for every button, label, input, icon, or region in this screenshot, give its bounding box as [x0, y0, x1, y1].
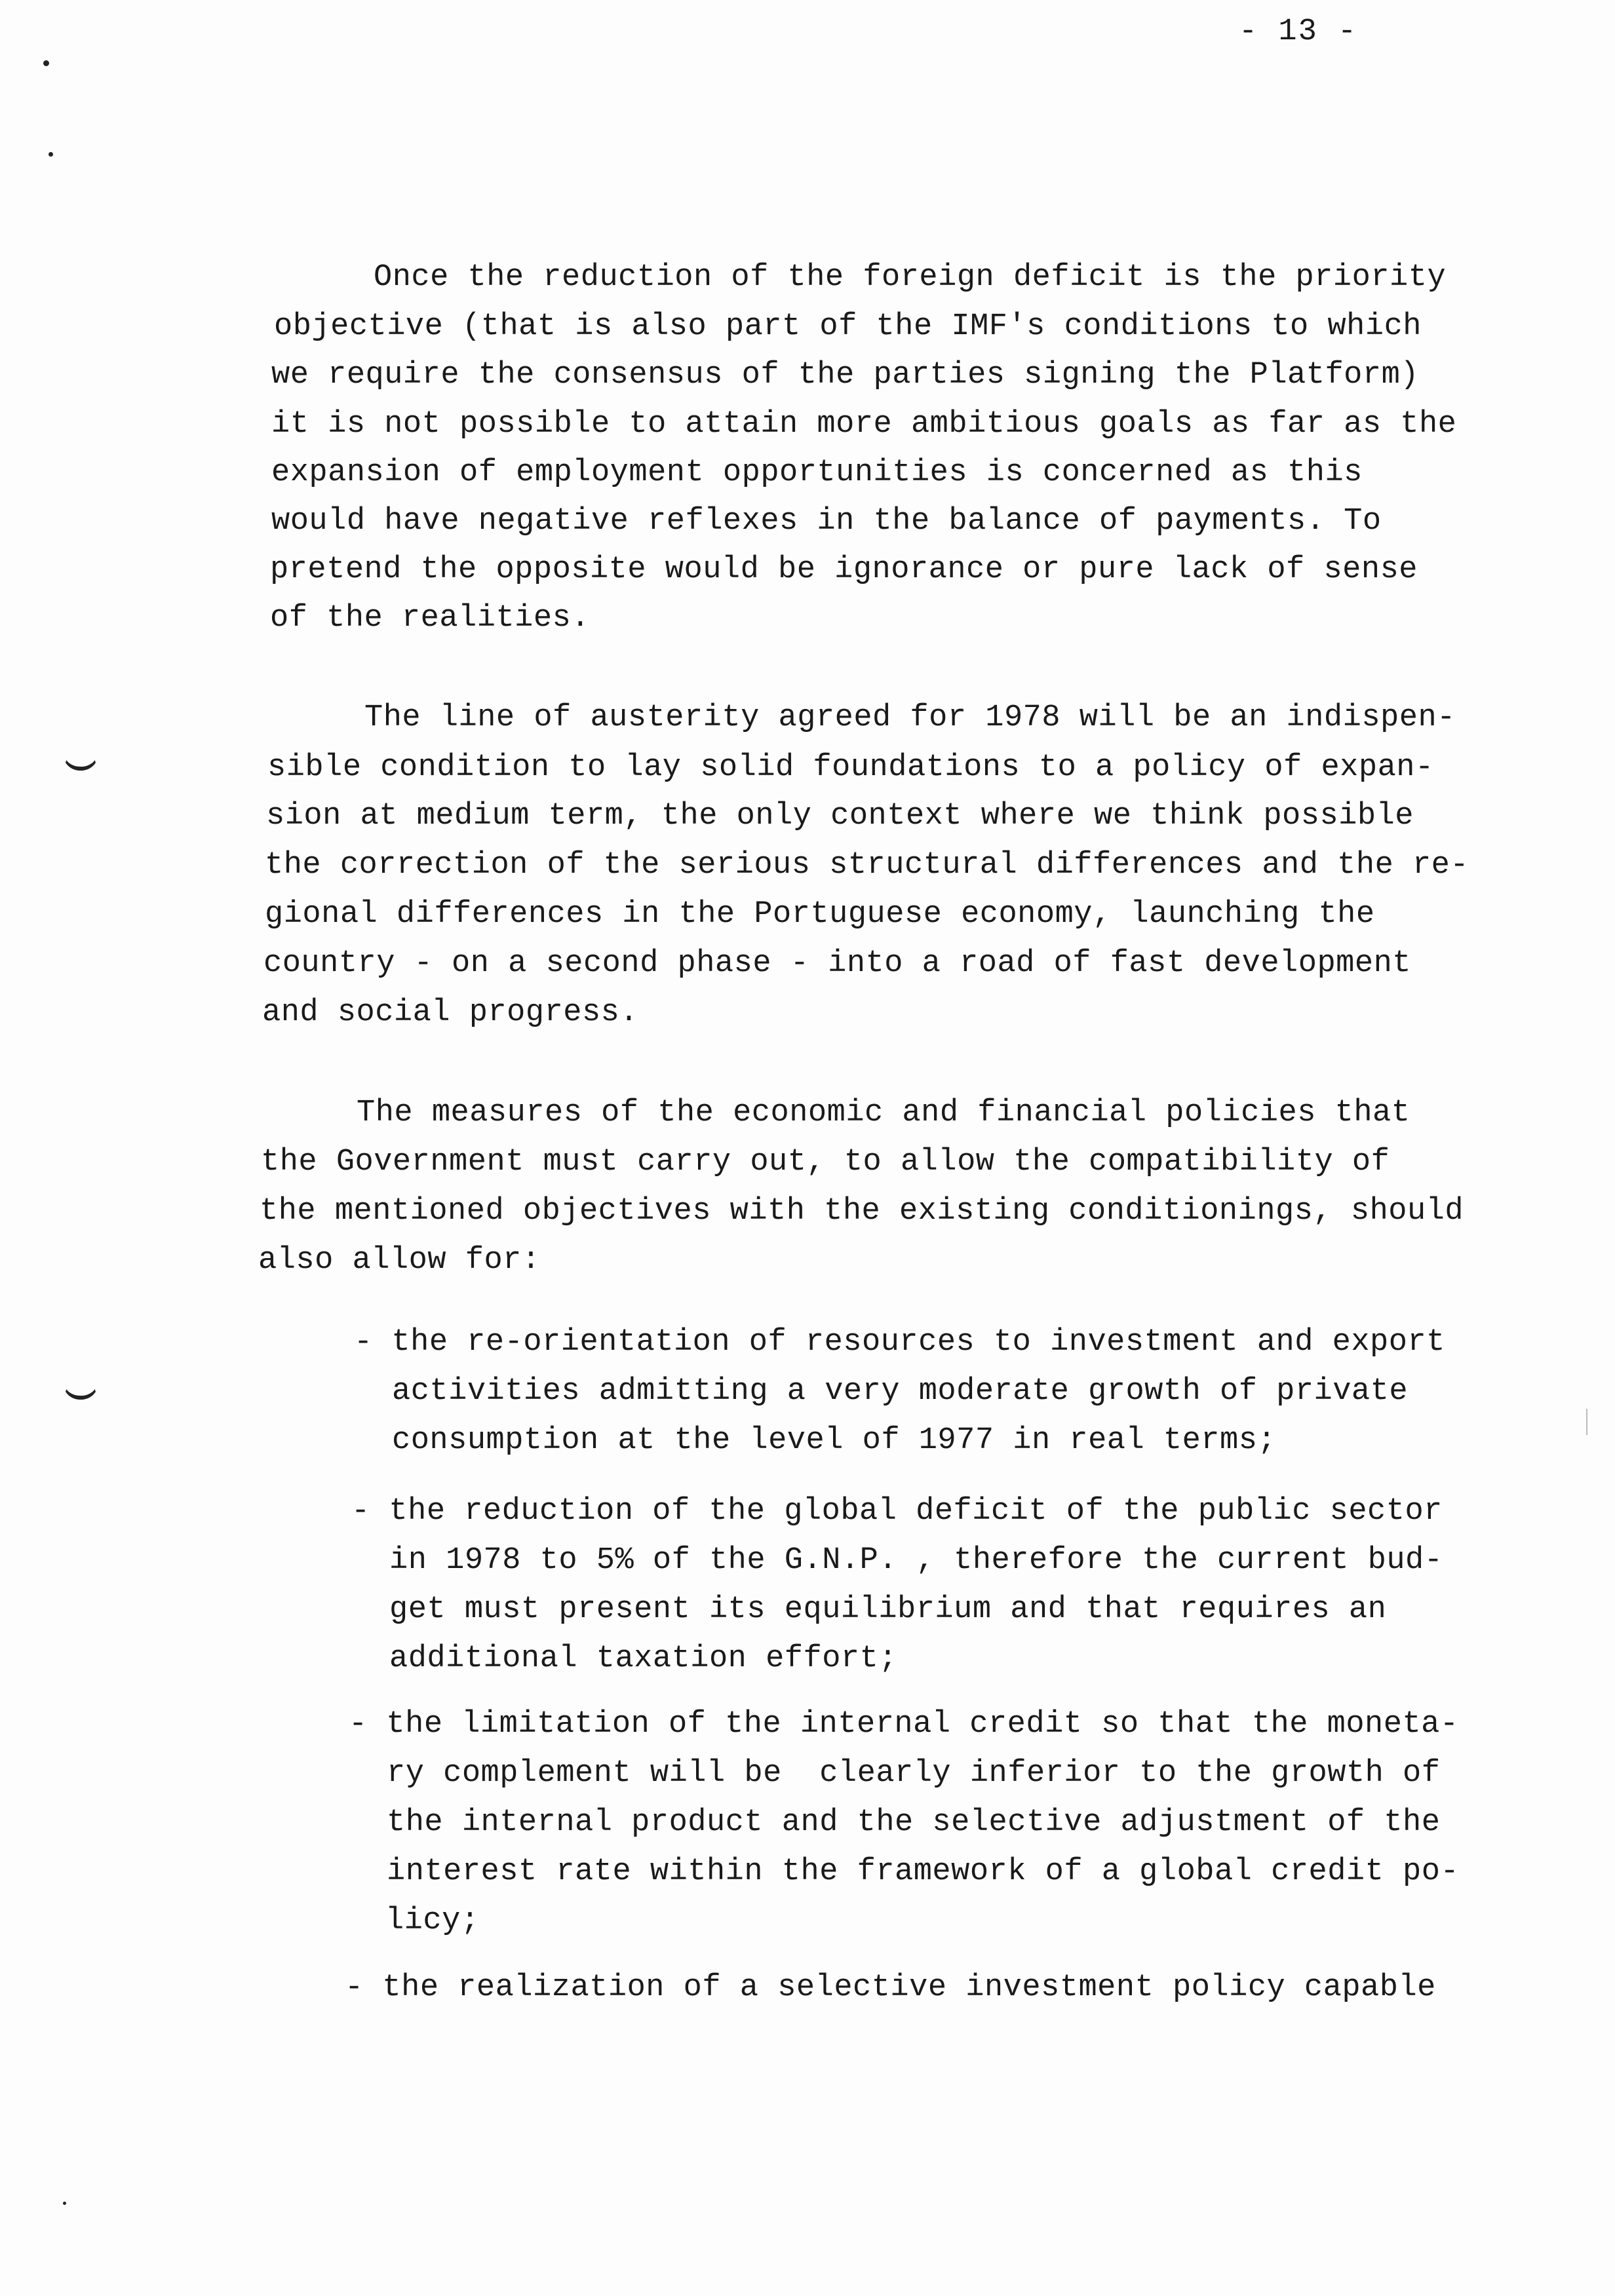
paragraph-2-line: sion at medium term, the only context where we think possible	[266, 799, 1414, 833]
paragraph-1-line: pretend the opposite would be ignorance or pure lack of sense	[270, 552, 1418, 587]
list-item-3-line: licy;	[385, 1904, 480, 1938]
list-item-3-line: the internal product and the selective adjustment of the	[387, 1805, 1441, 1840]
list-item-3-line: interest rate within the framework of a global credit po-	[387, 1854, 1460, 1889]
paragraph-1-line: of the realities.	[270, 601, 590, 636]
paragraph-3-line: The measures of the economic and financial policies that	[357, 1096, 1411, 1130]
scan-dot-mark	[43, 60, 49, 66]
list-item-2-line: get must present its equilibrium and that requires an	[389, 1592, 1387, 1627]
margin-check-mark	[63, 1383, 98, 1400]
paragraph-2-line: sible condition to lay solid foundations to a policy of expan-	[267, 750, 1434, 785]
paragraph-3-line: also allow for:	[258, 1243, 541, 1278]
margin-check-mark	[63, 754, 98, 771]
paragraph-1-line: expansion of employment opportunities is concerned as this	[271, 455, 1363, 490]
scan-artifact	[1586, 1409, 1587, 1435]
paragraph-1-line: Once the reduction of the foreign deficit is the priority	[374, 260, 1447, 295]
paragraph-2-line: the correction of the serious structural differences and the re-	[265, 848, 1469, 883]
list-item-2-line: - the reduction of the global deficit of the public sector	[351, 1494, 1443, 1529]
paragraph-2-line: gional differences in the Portuguese economy, launching the	[265, 897, 1375, 932]
list-item-1-line: - the re-orientation of resources to investment and export	[354, 1325, 1445, 1360]
list-item-3-line: - the limitation of the internal credit so that the moneta-	[349, 1707, 1459, 1742]
scan-dot-mark	[49, 152, 53, 157]
page-number: - 13 -	[1239, 14, 1358, 49]
paragraph-2-line: The line of austerity agreed for 1978 will be an indispen-	[364, 700, 1456, 735]
list-item-3-line: ry complement will be clearly inferior to the growth of	[387, 1756, 1441, 1791]
paragraph-1-line: it is not possible to attain more ambitious goals as far as the	[271, 407, 1457, 442]
list-item-1-line: consumption at the level of 1977 in real terms;	[392, 1423, 1277, 1458]
scan-dot-mark	[63, 2202, 66, 2205]
paragraph-3-line: the Government must carry out, to allow the compatibility of	[261, 1145, 1390, 1179]
paragraph-2-line: and social progress.	[262, 995, 639, 1030]
list-item-1-line: activities admitting a very moderate growth of private	[392, 1374, 1409, 1409]
list-item-4-line: - the realization of a selective investment policy capable	[345, 1970, 1436, 2005]
list-item-2-line: in 1978 to 5% of the G.N.P. , therefore the current bud-	[389, 1543, 1443, 1578]
paragraph-2-line: country - on a second phase - into a road of fast development	[263, 946, 1411, 981]
paragraph-1-line: would have negative reflexes in the balance of payments. To	[271, 504, 1382, 539]
paragraph-3-line: the mentioned objectives with the existing conditionings, should	[260, 1194, 1464, 1229]
paragraph-1-line: objective (that is also part of the IMF's conditions to which	[274, 309, 1422, 344]
paragraph-1-line: we require the consensus of the parties signing the Platform)	[271, 358, 1419, 392]
list-item-2-line: additional taxation effort;	[389, 1641, 898, 1676]
